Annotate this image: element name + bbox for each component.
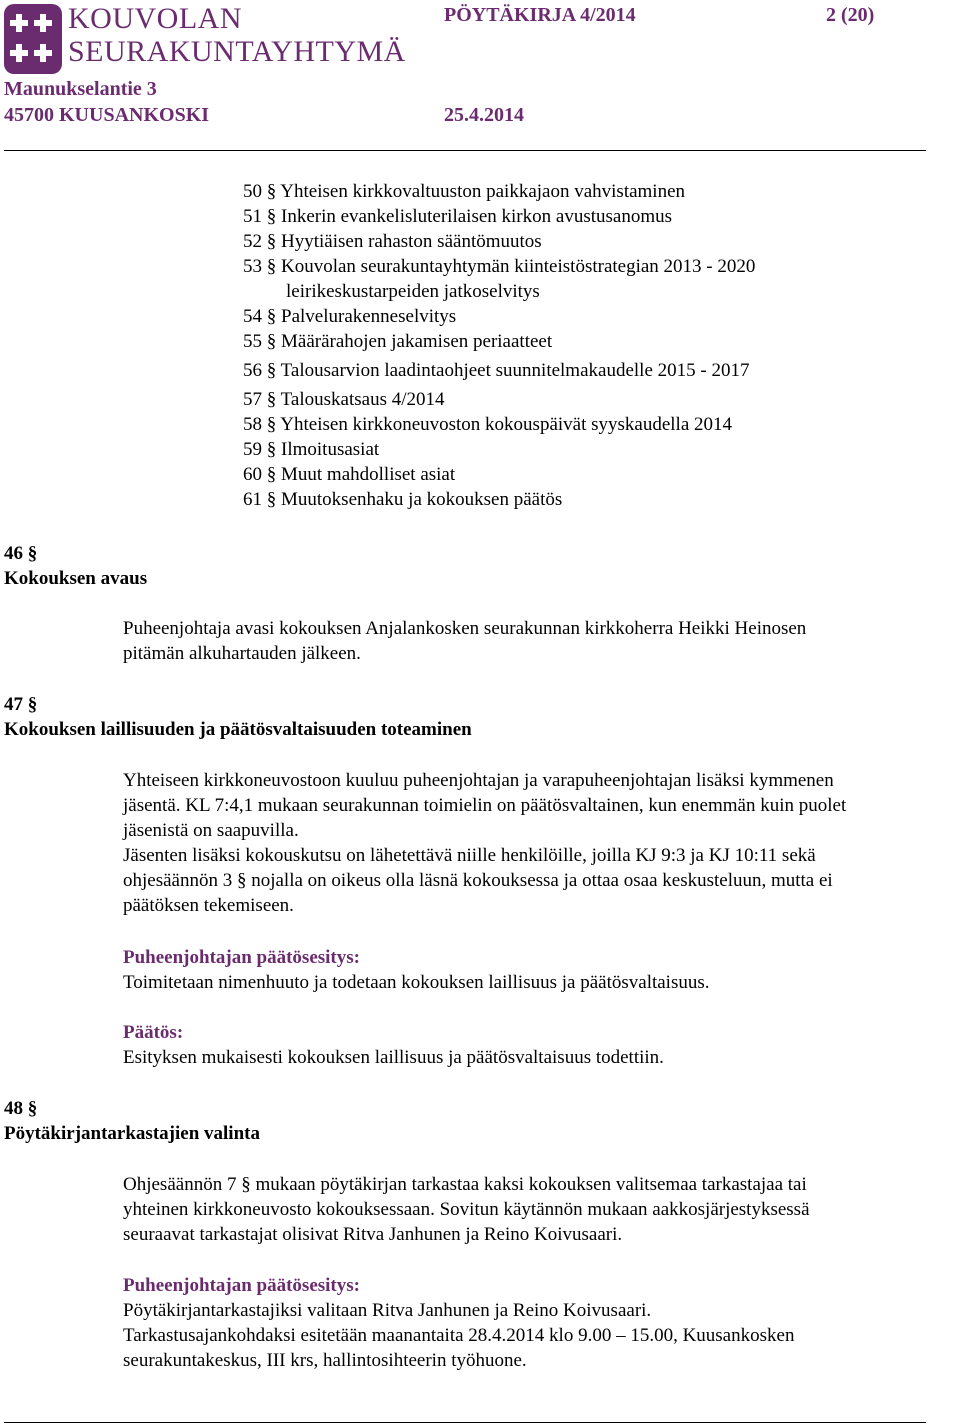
section-46-heading xyxy=(4,541,147,591)
section-47-body xyxy=(123,768,846,918)
proposal-heading: Puheenjohtajan päätösesitys: xyxy=(123,947,360,968)
logo-line2: SEURAKUNTAYHTYMÄ xyxy=(68,35,406,68)
paragraph-line: jäsenistä on saapuvilla. xyxy=(123,820,299,841)
agenda-item: 56 § Talousarvion laadintaohjeet suunnitelmakaudelle 2015 - 2017 xyxy=(243,360,750,381)
organization-logo-text xyxy=(68,2,406,68)
proposal-heading: Puheenjohtajan päätösesitys: xyxy=(123,1275,360,1296)
paragraph-line: yhteinen kirkkoneuvosto kokouksessaan. Sovitun käytännön mukaan aakkosjärjestyksessä xyxy=(123,1199,810,1220)
section-title: Kokouksen laillisuuden ja päätösvaltaisuuden toteaminen xyxy=(4,719,472,740)
paragraph-line: Jäsenten lisäksi kokouskutsu on lähetettävä niille henkilöille, joilla KJ 9:3 ja KJ 10:11 sekä xyxy=(123,845,816,866)
logo-line1: KOUVOLAN xyxy=(68,2,242,35)
paragraph-line: jäsentä. KL 7:4,1 mukaan seurakunnan toimielin on päätösvaltainen, kun enemmän kuin puolet xyxy=(123,795,847,816)
section-48-heading xyxy=(4,1096,260,1146)
agenda-item: 60 § Muut mahdolliset asiat xyxy=(243,464,456,485)
agenda-item: 61 § Muutoksenhaku ja kokouksen päätös xyxy=(243,489,563,510)
proposal-text: seurakuntakeskus, III krs, hallintosihteerin työhuone. xyxy=(123,1350,527,1371)
section-number: 47 § xyxy=(4,694,38,715)
agenda-item: 53 § Kouvolan seurakuntayhtymän kiinteistöstrategian 2013 - 2020 xyxy=(243,256,756,277)
section-number: 48 § xyxy=(4,1098,38,1119)
agenda-item: 58 § Yhteisen kirkkoneuvoston kokouspäivät syyskaudella 2014 xyxy=(243,414,733,435)
paragraph-line: Yhteiseen kirkkoneuvostoon kuuluu puheenjohtajan ja varapuheenjohtajan lisäksi kymmenen xyxy=(123,770,834,791)
address-line1: Maunukselantie 3 xyxy=(4,78,157,100)
paragraph-line: Ohjesäännön 7 § mukaan pöytäkirjan tarkastaa kaksi kokouksen valitsemaa tarkastajaa tai xyxy=(123,1174,807,1195)
section-47-heading xyxy=(4,692,472,742)
cross-logo-icon xyxy=(4,4,62,74)
agenda-item: 50 § Yhteisen kirkkovaltuuston paikkajaon vahvistaminen xyxy=(243,181,686,202)
paragraph-line: Puheenjohtaja avasi kokouksen Anjalankosken seurakunnan kirkkoherra Heikki Heinosen xyxy=(123,618,807,639)
agenda-item: 57 § Talouskatsaus 4/2014 xyxy=(243,389,445,410)
agenda-list xyxy=(243,179,755,512)
header-divider xyxy=(4,150,926,151)
page-number: 2 (20) xyxy=(826,4,875,26)
paragraph-line: ohjesäännön 3 § nojalla on oikeus olla läsnä kokouksessa ja ottaa osaa keskusteluun, mutta ei xyxy=(123,870,833,891)
agenda-item: 51 § Inkerin evankelisluterilaisen kirkon avustusanomus xyxy=(243,206,672,227)
proposal-text: Toimitetaan nimenhuuto ja todetaan kokouksen laillisuus ja päätösvaltaisuus. xyxy=(123,972,710,993)
section-title: Kokouksen avaus xyxy=(4,568,148,589)
agenda-item: 55 § Määrärahojen jakamisen periaatteet xyxy=(243,331,553,352)
decision-heading: Päätös: xyxy=(123,1022,184,1043)
proposal-text: Pöytäkirjantarkastajiksi valitaan Ritva Janhunen ja Reino Koivusaari. xyxy=(123,1300,652,1321)
agenda-item: 54 § Palvelurakenneselvitys xyxy=(243,306,457,327)
paragraph-line: seuraavat tarkastajat olisivat Ritva Janhunen ja Reino Koivusaari. xyxy=(123,1224,623,1245)
proposal-text: Tarkastusajankohdaksi esitetään maanantaita 28.4.2014 klo 9.00 – 15.00, Kuusankosken xyxy=(123,1325,795,1346)
section-47-decision xyxy=(123,1020,664,1070)
paragraph-line: pitämän alkuhartauden jälkeen. xyxy=(123,643,361,664)
document-title: PÖYTÄKIRJA 4/2014 xyxy=(444,4,636,26)
section-number: 46 § xyxy=(4,543,38,564)
address-line2: 45700 KUUSANKOSKI xyxy=(4,104,210,126)
agenda-item: 59 § Ilmoitusasiat xyxy=(243,439,380,460)
decision-text: Esityksen mukaisesti kokouksen laillisuus ja päätösvaltaisuus todettiin. xyxy=(123,1047,664,1068)
agenda-item-continuation: leirikeskustarpeiden jatkoselvitys xyxy=(286,281,540,302)
section-title: Pöytäkirjantarkastajien valinta xyxy=(4,1123,260,1144)
section-47-proposal xyxy=(123,945,710,995)
section-48-proposal xyxy=(123,1273,794,1373)
section-48-body xyxy=(123,1172,810,1247)
document-date: 25.4.2014 xyxy=(444,104,524,126)
agenda-item: 52 § Hyytiäisen rahaston sääntömuutos xyxy=(243,231,542,252)
footer-divider xyxy=(4,1422,926,1423)
section-46-body xyxy=(123,616,806,666)
paragraph-line: päätöksen tekemiseen. xyxy=(123,895,294,916)
